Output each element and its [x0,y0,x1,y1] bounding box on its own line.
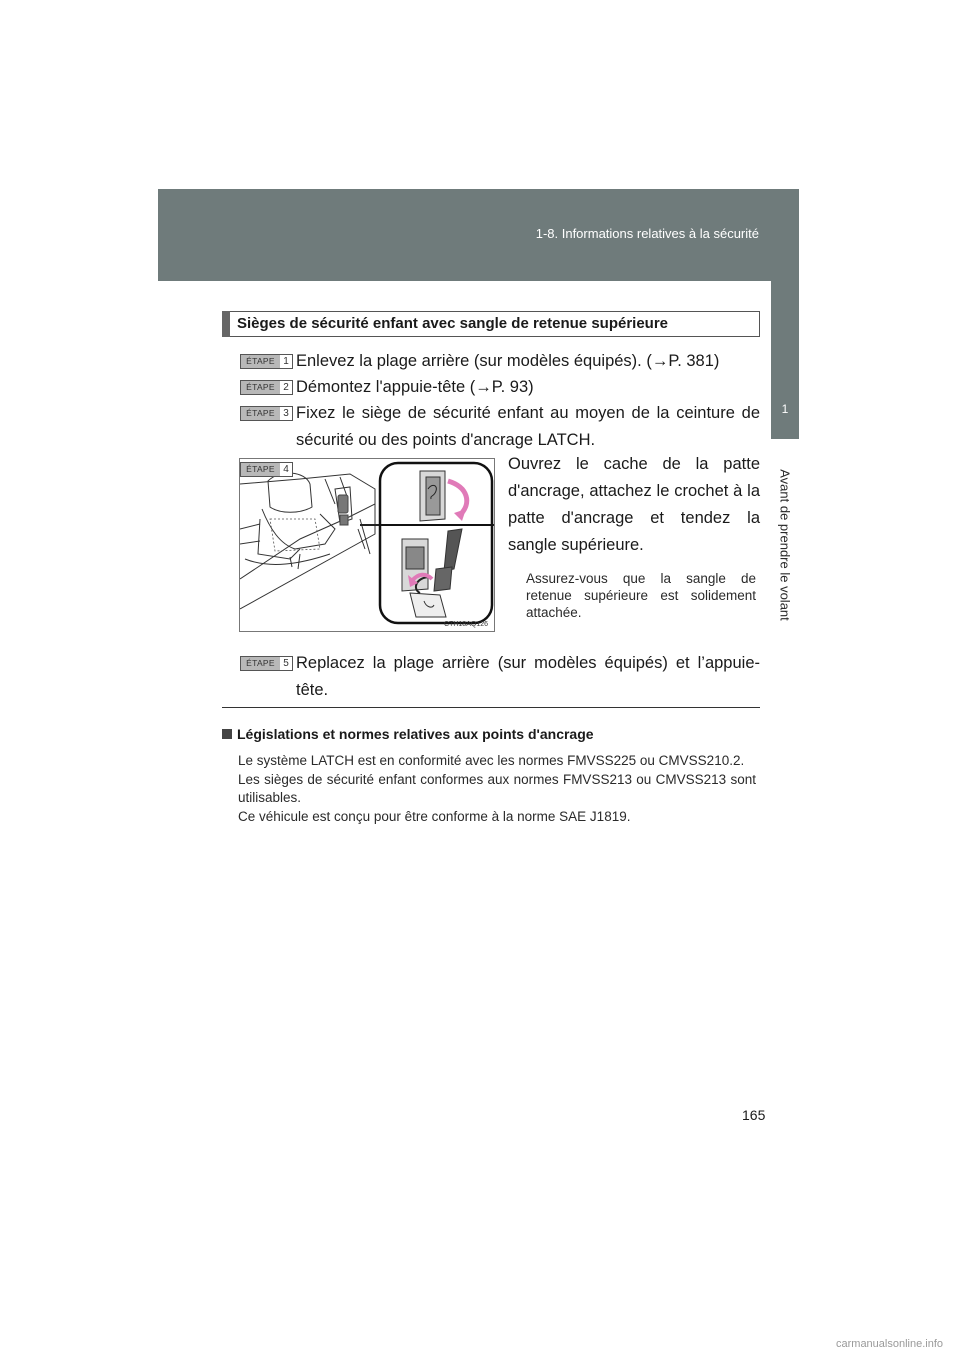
step-badge-2 [240,380,293,395]
step-number: 1 [280,355,292,368]
step-number: 4 [280,463,292,476]
step-text-2: Démontez l'appuie-tête (→P. 93) [296,378,534,396]
section-breadcrumb: 1-8. Informations relatives à la sécurité [535,226,759,241]
step-text-4: Ouvrez le cache de la patte d'ancrage, attachez le crochet à la patte d'ancrage et tendez la sangle supérieure. [508,455,760,554]
watermark: carmanualsonline.info [836,1338,944,1350]
step-badge-1 [240,354,293,369]
step-label: ÉTAPE [241,381,280,394]
anchor-illustration [239,458,495,632]
step-text-5: Replacez la plage arrière (sur modèles équipés) et l’appuie-tête. [296,654,760,699]
step-badge-5 [240,656,293,671]
header-band [158,189,799,281]
section-title: Sièges de sécurité enfant avec sangle de retenue supérieure [237,315,669,332]
step-text-1: Enlevez la plage arrière (sur modèles équipés). (→P. 381) [296,352,720,370]
page-number: 165 [742,1107,766,1123]
step-badge-4 [240,462,293,477]
seat-anchor-drawing [240,459,495,632]
step-number: 5 [280,657,292,670]
step-note-4: Assurez-vous que la sangle de retenue supérieure est solidement attachée. [526,571,756,620]
chapter-title-label: Avant de prendre le volant [777,469,793,621]
info-paragraph: Le système LATCH est en conformité avec les normes FMVSS225 ou CMVSS210.2. [238,753,745,768]
section-heading [222,311,760,337]
chapter-tab[interactable] [771,189,799,439]
step-text-3: Fixez le siège de sécurité enfant au moyen de la ceinture de sécurité ou des points d'ancrage LATCH. [296,404,760,449]
square-bullet-icon [222,729,232,739]
info-heading [222,726,594,742]
step-number: 2 [280,381,292,394]
info-paragraph: Les sièges de sécurité enfant conformes aux normes FMVSS213 ou CMVSS213 sont utilisables. [238,771,756,805]
step-label: ÉTAPE [241,407,280,420]
heading-bar [222,311,230,337]
step-number: 3 [280,407,292,420]
info-heading-text: Législations et normes relatives aux points d'ancrage [237,726,594,742]
step-badge-3 [240,406,293,421]
section-divider [222,707,760,708]
info-body [238,752,756,826]
figure-code: CTH18AQ126 [444,621,488,628]
chapter-number: 1 [781,402,789,416]
step-label: ÉTAPE [241,355,280,368]
chapter-title [772,445,798,645]
step-label: ÉTAPE [241,463,280,476]
step-label: ÉTAPE [241,657,280,670]
info-paragraph: Ce véhicule est conçu pour être conforme à la norme SAE J1819. [238,808,631,824]
